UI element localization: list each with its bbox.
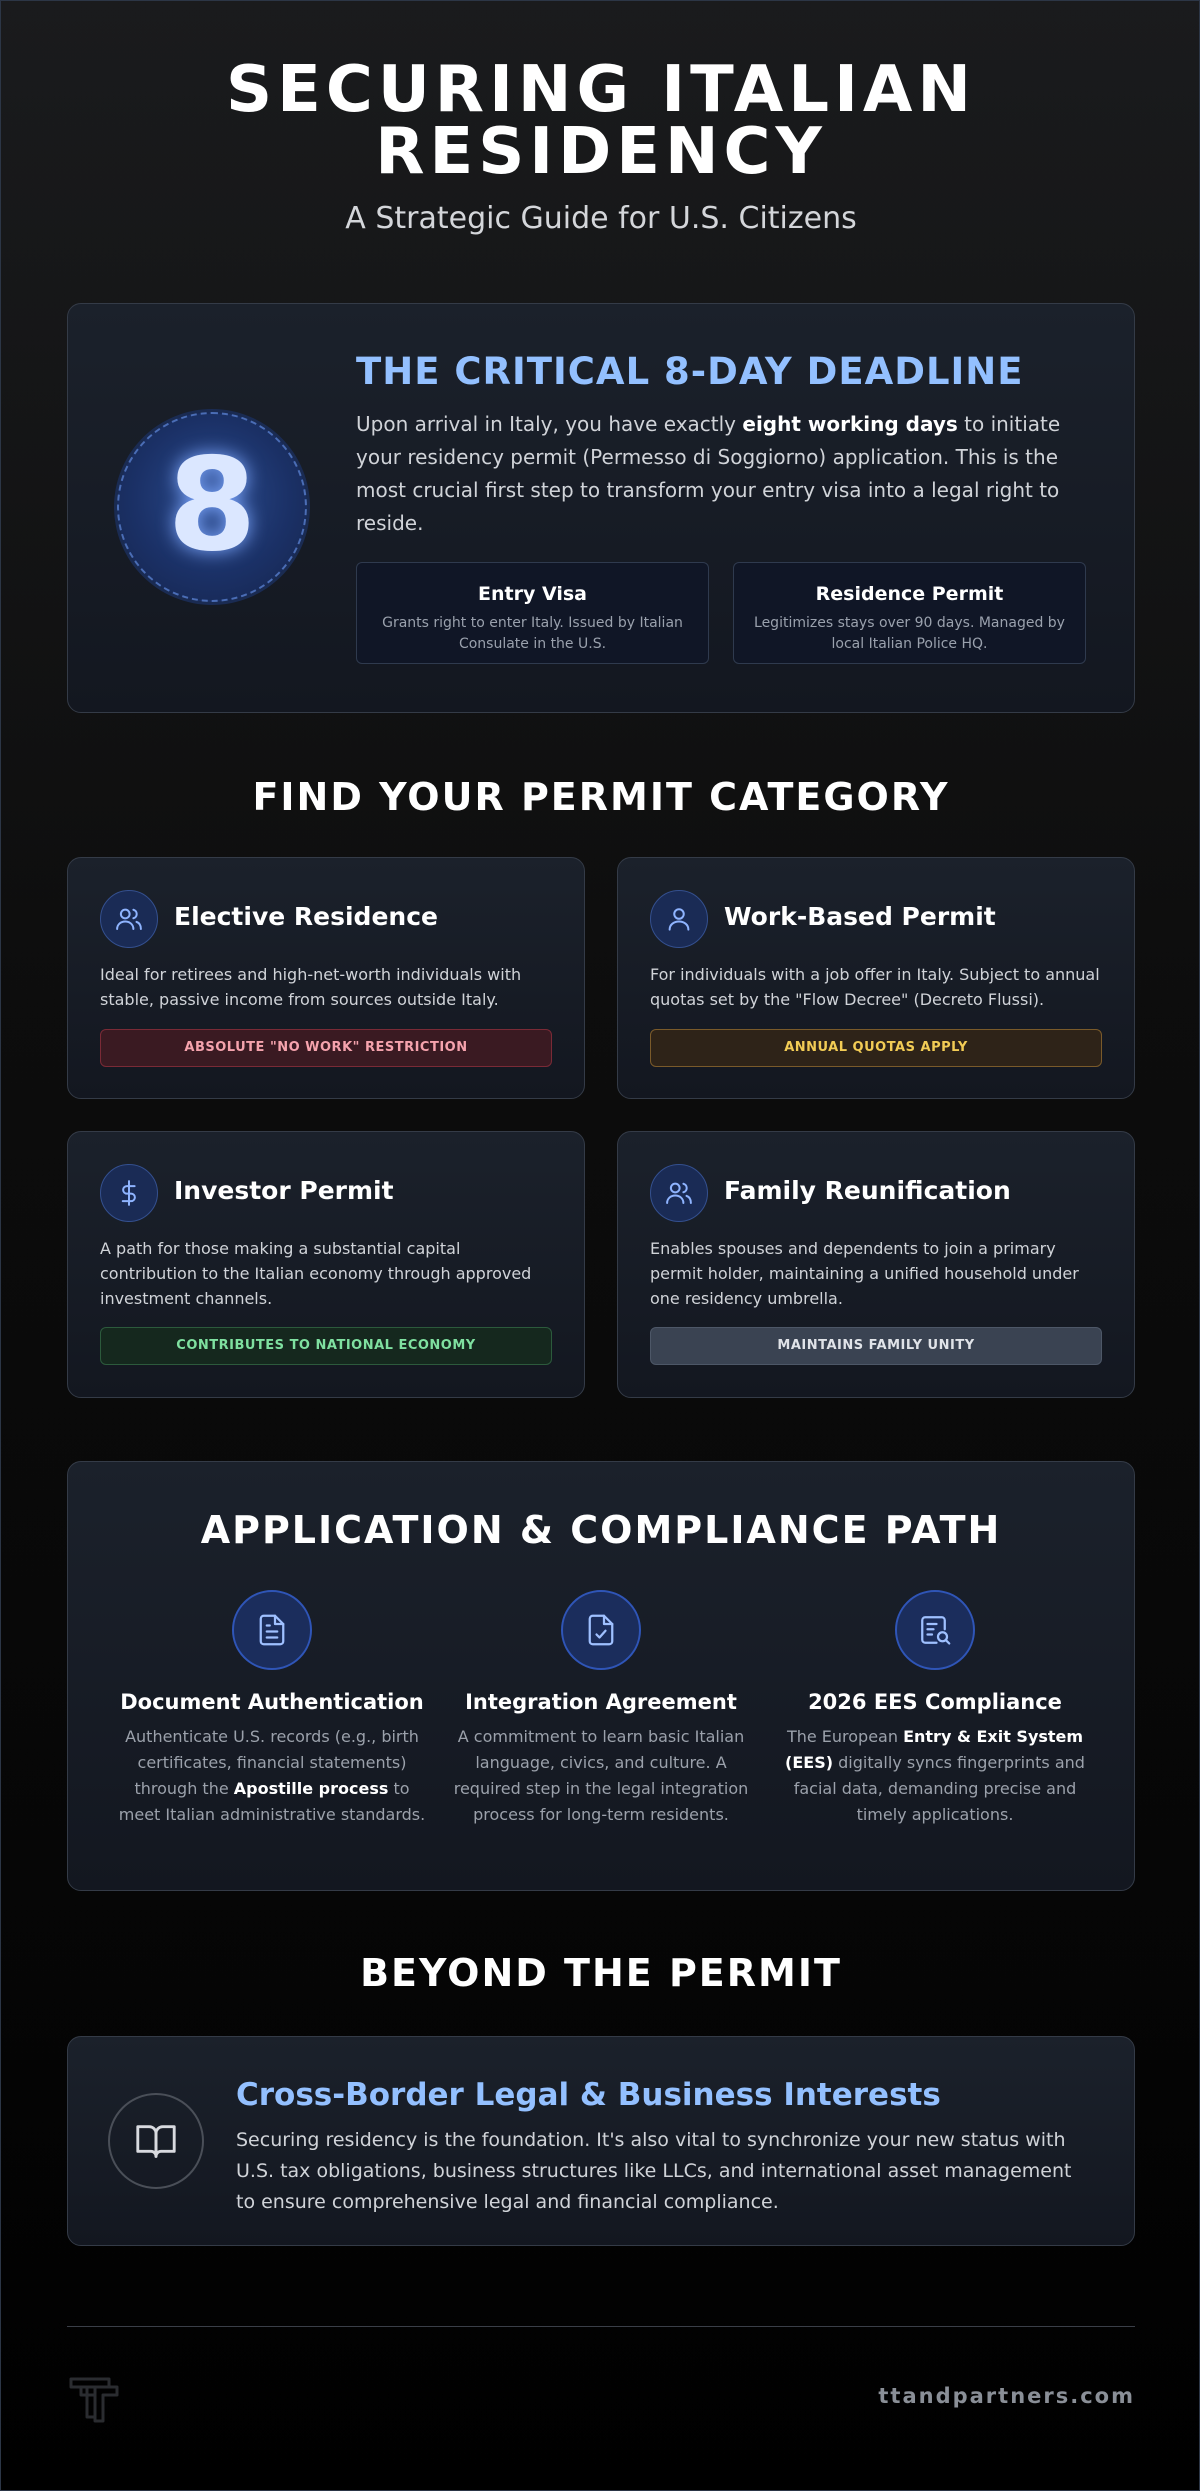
- step-text-start: The European: [786, 1727, 904, 1746]
- path-step-integration: [446, 1590, 756, 1828]
- categories-heading: FIND YOUR PERMIT CATEGORY: [252, 775, 950, 819]
- step-text: A commitment to learn basic Italian language, civics, and culture. A required step in the legal integration process for long-term residents.: [453, 1727, 749, 1824]
- compliance-path-panel: [67, 1461, 1135, 1891]
- category-card-work: [617, 857, 1135, 1099]
- beyond-heading: BEYOND THE PERMIT: [360, 1951, 842, 1995]
- user-icon: [650, 890, 708, 948]
- step-text-end: to meet Italian administrative standards.: [118, 1779, 426, 1824]
- category-text: Ideal for retirees and high-net-worth individuals with stable, passive income from sources outside Italy.: [100, 965, 522, 1009]
- book-open-icon: [108, 2093, 204, 2189]
- step-text-start: Authenticate U.S. records (e.g., birth certificates, financial statements) through the: [125, 1727, 419, 1798]
- beyond-text: Securing residency is the foundation. It's also vital to synchronize your new status with U.S. tax obligations, business structures like LLCs, and international asset management to ensure comprehensive legal and financial compliance.: [236, 2129, 1072, 2213]
- category-card-investor: [67, 1131, 585, 1398]
- page-subtitle: A Strategic Guide for U.S. Citizens: [345, 201, 857, 236]
- path-step-documents: [117, 1590, 427, 1828]
- deadline-text: [356, 408, 1076, 540]
- deadline-text-end: to initiate your residency permit (Permesso di Soggiorno) application. This is the most crucial first step to transform your entry visa into a legal right to reside.: [356, 412, 1061, 535]
- deadline-title: THE CRITICAL 8-DAY DEADLINE: [356, 350, 1024, 393]
- users-icon: [650, 1164, 708, 1222]
- category-text: Enables spouses and dependents to join a primary permit holder, maintaining a unified household under one residency umbrella.: [650, 1239, 1079, 1308]
- page-title-line2: RESIDENCY: [375, 115, 827, 189]
- document-icon: [232, 1590, 312, 1670]
- residence-permit-title: Residence Permit: [815, 583, 1004, 605]
- step-text: [780, 1724, 1090, 1828]
- dollar-icon: [100, 1164, 158, 1222]
- step-title: Integration Agreement: [465, 1690, 737, 1714]
- footer-divider: [67, 2326, 1135, 2327]
- deadline-number: 8: [167, 431, 257, 580]
- path-step-ees: [780, 1590, 1090, 1828]
- category-title: Investor Permit: [174, 1176, 394, 1205]
- category-badge: MAINTAINS FAMILY UNITY: [650, 1327, 1102, 1365]
- deadline-number-badge: [117, 412, 307, 602]
- beyond-title: Cross-Border Legal & Business Interests: [236, 2077, 941, 2113]
- infographic-page: [1, 1, 1200, 2491]
- category-title: Elective Residence: [174, 902, 438, 931]
- step-text: [117, 1724, 427, 1828]
- deadline-text-bold: eight working days: [742, 412, 958, 436]
- step-text-end: digitally syncs fingerprints and facial data, demanding precise and timely applications.: [793, 1753, 1085, 1824]
- entry-visa-title: Entry Visa: [478, 583, 587, 605]
- step-title: 2026 EES Compliance: [808, 1690, 1062, 1714]
- users-icon: [100, 890, 158, 948]
- step-text-bold: Apostille process: [233, 1779, 389, 1798]
- category-card-family: [617, 1131, 1135, 1398]
- page-title-line1: SECURING ITALIAN: [226, 53, 976, 127]
- page-title: [1, 53, 1200, 189]
- step-title: Document Authentication: [120, 1690, 424, 1714]
- category-badge: ANNUAL QUOTAS APPLY: [650, 1029, 1102, 1067]
- category-card-elective: [67, 857, 585, 1099]
- footer-domain[interactable]: ttandpartners.com: [878, 2384, 1135, 2408]
- residence-permit-text: Legitimizes stays over 90 days. Managed by local Italian Police HQ.: [754, 615, 1065, 652]
- category-text: A path for those making a substantial capital contribution to the Italian economy through approved investment channels.: [100, 1239, 532, 1308]
- category-title: Family Reunification: [724, 1176, 1011, 1205]
- entry-visa-text: Grants right to enter Italy. Issued by Italian Consulate in the U.S.: [382, 615, 683, 652]
- path-heading: APPLICATION & COMPLIANCE PATH: [200, 1508, 1002, 1552]
- scan-search-icon: [895, 1590, 975, 1670]
- category-text: For individuals with a job offer in Italy. Subject to annual quotas set by the "Flow Decree" (Decreto Flussi).: [650, 965, 1100, 1009]
- tt-logo-icon: [67, 2371, 121, 2425]
- deadline-text-start: Upon arrival in Italy, you have exactly: [356, 412, 743, 436]
- category-badge: ABSOLUTE "NO WORK" RESTRICTION: [100, 1029, 552, 1067]
- category-badge: CONTRIBUTES TO NATIONAL ECONOMY: [100, 1327, 552, 1365]
- category-title: Work-Based Permit: [724, 902, 996, 931]
- entry-visa-card: [356, 562, 709, 664]
- file-check-icon: [561, 1590, 641, 1670]
- residence-permit-card: [733, 562, 1086, 664]
- step-text-bold: Entry & Exit System (EES): [785, 1727, 1084, 1772]
- beyond-panel: [67, 2036, 1135, 2246]
- deadline-panel: [67, 303, 1135, 713]
